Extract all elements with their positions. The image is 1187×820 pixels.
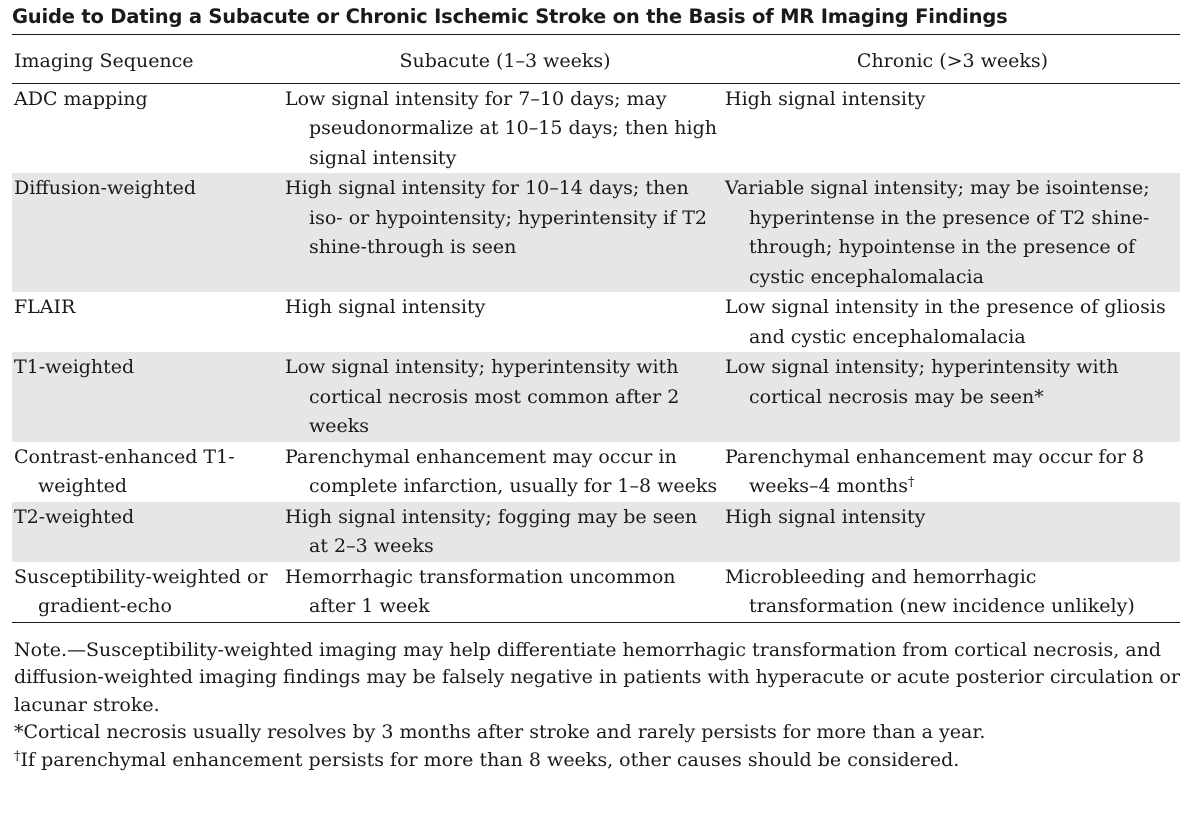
cell-subacute: Low signal intensity; hyperintensity with cortical necrosis most common after 2 weeks [285, 356, 680, 437]
dagger-footnote-mark: † [907, 475, 915, 490]
table-row [12, 292, 1180, 352]
table-row [12, 562, 1180, 623]
cell-chronic: High signal intensity [725, 505, 926, 528]
cell-sequence: ADC mapping [14, 87, 148, 110]
header-row [12, 35, 1180, 83]
cell-chronic: Low signal intensity in the presence of gliosis and cystic encephalomalacia [725, 296, 1166, 348]
header-subacute: Subacute (1–3 weeks) [285, 35, 725, 83]
table-row [12, 173, 1180, 292]
cell-sequence: Susceptibility-weighted or gradient-echo [14, 565, 268, 617]
table-row [12, 442, 1180, 502]
cell-sequence: T1-weighted [14, 356, 135, 378]
table-title: Guide to Dating a Subacute or Chronic Ischemic Stroke on the Basis of MR Imaging Findings [12, 5, 1008, 28]
cell-sequence: T2-weighted [14, 505, 135, 528]
cell-subacute: Parenchymal enhancement may occur in complete infarction, usually for 1–8 weeks [285, 445, 718, 497]
document-page [12, 4, 1180, 774]
table-row [12, 502, 1180, 562]
cell-sequence: Contrast-enhanced T1-weighted [14, 445, 235, 497]
mri-findings-table [12, 35, 1180, 623]
cell-subacute: Low signal intensity for 7–10 days; may pseudonormalize at 10–15 days; then high signal intensity [285, 87, 717, 169]
cell-sequence: FLAIR [14, 296, 76, 318]
cell-chronic: High signal intensity [725, 87, 926, 110]
note-text: Note.—Susceptibility-weighted imaging may help differentiate hemorrhagic transformation from cortical necrosis, and diffusion-weighted imaging findings may be falsely negative in patients with hyperacute or acute posterior circulation or lacunar stroke. [14, 638, 1180, 716]
table-notes [12, 637, 1180, 775]
dagger-symbol: † [14, 748, 21, 764]
cell-chronic: Low signal intensity; hyperintensity with cortical necrosis may be seen* [725, 356, 1119, 408]
cell-chronic-text: Parenchymal enhancement may occur for 8 weeks–4 months [725, 445, 1145, 497]
footnote-star: *Cortical necrosis usually resolves by 3 months after stroke and rarely persists for more than a year. [14, 721, 986, 743]
footnote-dagger [14, 747, 1180, 775]
cell-chronic: Variable signal intensity; may be isointense; hyperintense in the presence of T2 shine-through; hypointense in the presence of cystic encephalomalacia [725, 177, 1150, 288]
header-chronic: Chronic (>3 weeks) [725, 35, 1180, 83]
cell-subacute: Hemorrhagic transformation uncommon after 1 week [285, 565, 676, 617]
table-row [12, 83, 1180, 173]
cell-subacute: High signal intensity for 10–14 days; then iso- or hypointensity; hyperintensity if T2 shine-through is seen [285, 177, 707, 258]
cell-subacute: High signal intensity [285, 296, 486, 318]
cell-sequence: Diffusion-weighted [14, 177, 196, 199]
cell-chronic: Microbleeding and hemorrhagic transformation (new incidence unlikely) [725, 565, 1135, 617]
header-imaging-sequence: Imaging Sequence [12, 35, 285, 83]
table-row [12, 352, 1180, 442]
cell-chronic [725, 443, 1174, 502]
cell-subacute: High signal intensity; fogging may be seen at 2–3 weeks [285, 505, 698, 557]
footnote-dagger-text: If parenchymal enhancement persists for more than 8 weeks, other causes should be considered. [20, 748, 960, 771]
